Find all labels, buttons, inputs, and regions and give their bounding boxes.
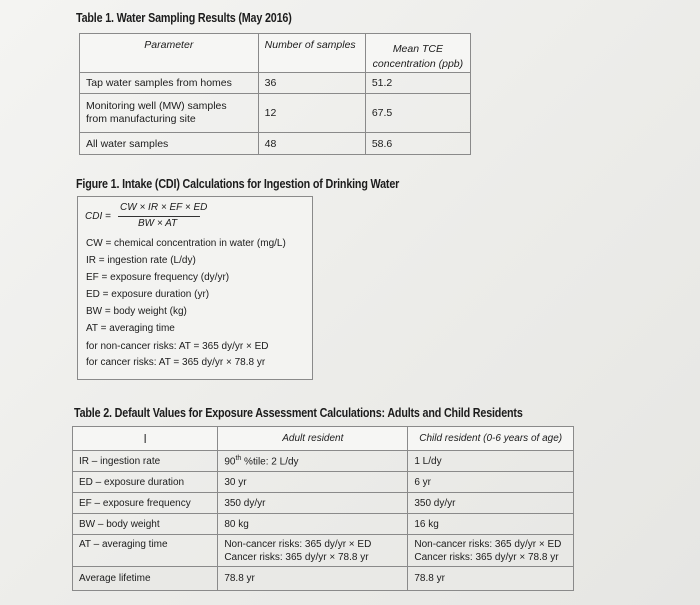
- table1-header-samples: Number of samples: [258, 34, 365, 73]
- table2-cell-adult-prefix: 90: [224, 456, 236, 468]
- definition-at-noncancer: for non-cancer risks: AT = 365 dy/yr × ED: [86, 341, 269, 352]
- definition-ir: IR = ingestion rate (L/dy): [86, 255, 196, 266]
- definition-at-cancer: for cancer risks: AT = 365 dy/yr × 78.8 yr: [86, 357, 266, 368]
- table1-cell-samples: 48: [258, 133, 365, 155]
- table1-cell-parameter: [80, 94, 259, 133]
- table2-cell-child: 1 L/dy: [408, 451, 574, 472]
- table2-cell-label: IR – ingestion rate: [73, 451, 218, 472]
- table2-caption: Table 2. Default Values for Exposure Assessment Calculations: Adults and Child Residents: [74, 406, 523, 420]
- definition-ed: ED = exposure duration (yr): [86, 289, 210, 300]
- table1: [79, 33, 471, 155]
- table-row: [73, 514, 574, 535]
- table2-cell-adult: 30 yr: [218, 472, 408, 493]
- table2-cell-adult: 78.8 yr: [218, 567, 408, 591]
- table1-cell-samples: 36: [258, 73, 365, 94]
- table1-cell-mean: 58.6: [365, 133, 470, 155]
- fraction-bar: [118, 216, 200, 217]
- table2-cell-child: 16 kg: [408, 514, 574, 535]
- table2-header-child: Child resident (0-6 years of age): [408, 427, 574, 451]
- table2-cell-child: 78.8 yr: [408, 567, 574, 591]
- table-row: [73, 472, 574, 493]
- table2-cell-adult: 80 kg: [218, 514, 408, 535]
- table-row: [73, 567, 574, 591]
- table1-header-mean: Mean TCE concentration (ppb): [365, 34, 470, 73]
- table2: [72, 426, 574, 591]
- definition-at: AT = averaging time: [86, 323, 175, 334]
- definition-ef: EF = exposure frequency (dy/yr): [86, 272, 230, 283]
- formula-denominator: BW × AT: [138, 218, 178, 229]
- table1-header-row: [80, 34, 471, 73]
- table1-header-parameter: Parameter: [80, 34, 259, 73]
- figure1-formula-box: [77, 196, 313, 380]
- table1-cell-samples: 12: [258, 94, 365, 133]
- table-row: [80, 133, 471, 155]
- table2-cell-adult-sup: th: [235, 454, 242, 462]
- table1-cell-mean: 51.2: [365, 73, 470, 94]
- table2-header-blank: [73, 427, 218, 451]
- table2-cell-child-line1: Non-cancer risks: 365 dy/yr × ED: [414, 539, 562, 550]
- table2-cell-label: Average lifetime: [73, 567, 218, 591]
- text-cursor-icon: I: [143, 430, 147, 446]
- table2-cell-child: 350 dy/yr: [408, 493, 574, 514]
- table-row: [73, 535, 574, 567]
- cdi-label: CDI =: [85, 211, 111, 222]
- table-row: [73, 451, 574, 472]
- table2-cell-adult: [218, 535, 408, 567]
- table-row: [80, 73, 471, 94]
- formula-numerator: CW × IR × EF × ED: [120, 202, 208, 213]
- table2-header-row: [73, 427, 574, 451]
- table2-cell-label: EF – exposure frequency: [73, 493, 218, 514]
- table2-header-adult: Adult resident: [218, 427, 408, 451]
- table1-caption: Table 1. Water Sampling Results (May 2016): [76, 11, 292, 25]
- table1-cell-parameter-line2: from manufacturing site: [86, 113, 196, 125]
- table2-cell-child: 6 yr: [408, 472, 574, 493]
- table2-cell-child-line2: Cancer risks: 365 dy/yr × 78.8 yr: [414, 552, 559, 563]
- figure1-caption: Figure 1. Intake (CDI) Calculations for Ingestion of Drinking Water: [76, 177, 400, 191]
- definition-cw: CW = chemical concentration in water (mg/L): [86, 238, 286, 249]
- table2-cell-label: ED – exposure duration: [73, 472, 218, 493]
- table1-cell-parameter: Tap water samples from homes: [80, 73, 259, 94]
- table2-cell-adult-suffix: %tile: 2 L/dy: [241, 456, 299, 468]
- table2-cell-label: AT – averaging time: [73, 535, 218, 567]
- table1-cell-mean: 67.5: [365, 94, 470, 133]
- table2-cell-child: [408, 535, 574, 567]
- table1-cell-parameter-line1: Monitoring well (MW) samples: [86, 100, 227, 112]
- table2-cell-adult: [218, 451, 408, 472]
- definition-bw: BW = body weight (kg): [86, 306, 187, 317]
- table1-cell-parameter: All water samples: [80, 133, 259, 155]
- table2-cell-label: BW – body weight: [73, 514, 218, 535]
- table-row: [80, 94, 471, 133]
- table2-cell-adult-line1: Non-cancer risks: 365 dy/yr × ED: [224, 539, 372, 550]
- table2-cell-adult: 350 dy/yr: [218, 493, 408, 514]
- table2-cell-adult-line2: Cancer risks: 365 dy/yr × 78.8 yr: [224, 552, 369, 563]
- table-row: [73, 493, 574, 514]
